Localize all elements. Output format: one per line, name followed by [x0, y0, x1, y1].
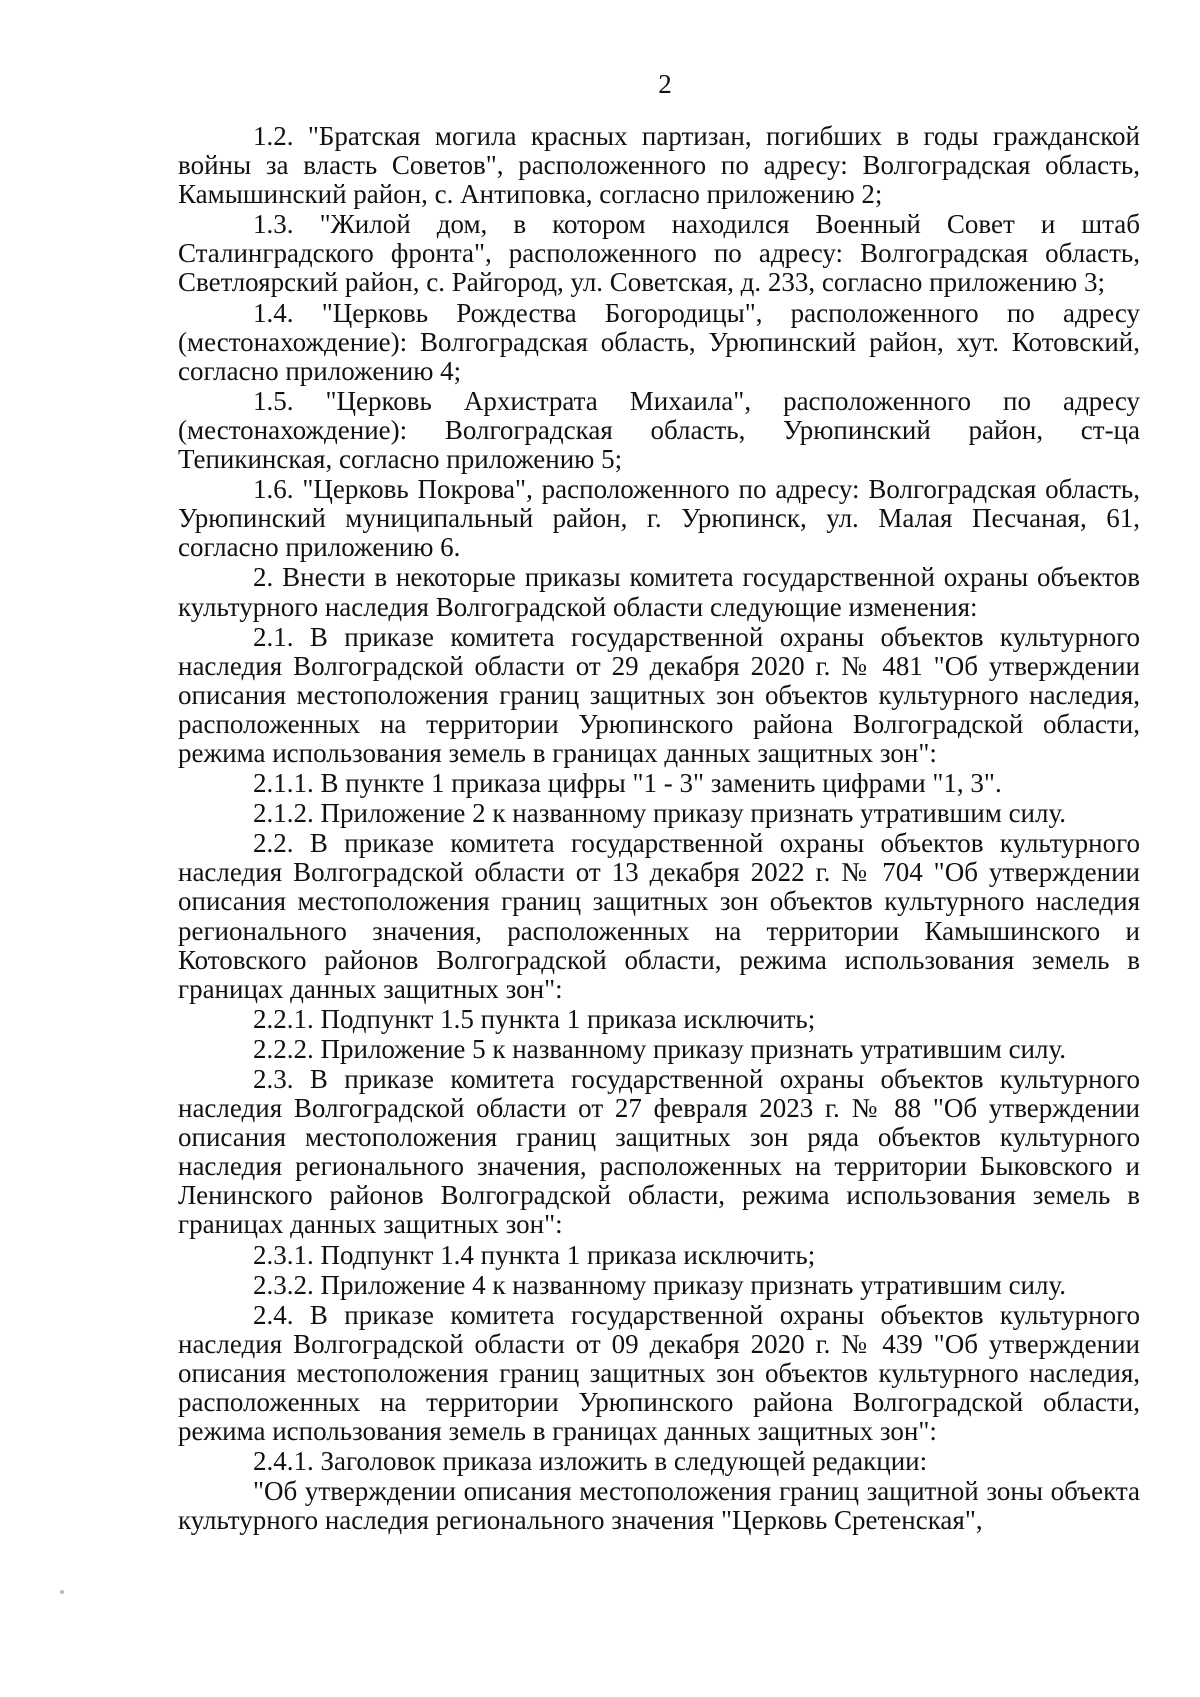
paragraph-2-1: 2.1. В приказе комитета государственной охраны объектов культурного наследия Волгоградской области от 29 декабря 2020 г. № 481 "Об утверждении описания местоположения границ защитных зон объектов культурного наследия, расположенных на территории Урюпинского района Волгоградской области, режима использования земель в границах данных защитных зон":: [178, 621, 1140, 768]
paragraph-2-1-2: 2.1.2. Приложение 2 к названному приказу признать утратившим силу.: [253, 798, 1067, 829]
paragraph-2-1-1: 2.1.1. В пункте 1 приказа цифры "1 - 3" заменить цифрами "1, 3".: [253, 768, 1002, 799]
paragraph-1-5: 1.5. "Церковь Архистрата Михаила", расположенного по адресу (местонахождение): Волгоградская область, Урюпинский район, ст-ца Тепикинская, согласно приложению 5;: [178, 385, 1140, 475]
paragraph-quote: "Об утверждении описания местоположения границ защитной зоны объекта культурного наследия регионального значения "Церковь Сретенская",: [178, 1476, 1140, 1536]
paragraph-2-2-2: 2.2.2. Приложение 5 к названному приказу признать утратившим силу.: [253, 1033, 1067, 1064]
page-number: 2: [658, 69, 672, 99]
paragraph-2-4-1: 2.4.1. Заголовок приказа изложить в следующей редакции:: [253, 1446, 928, 1477]
paragraph-2-2-1: 2.2.1. Подпункт 1.5 пункта 1 приказа исключить;: [253, 1003, 816, 1034]
scan-speck: [60, 1590, 64, 1594]
paragraph-1-6: 1.6. "Церковь Покрова", расположенного по адресу: Волгоградская область, Урюпинский муниципальный район, г. Урюпинск, ул. Малая Песчаная, 61, согласно приложению 6.: [178, 474, 1140, 563]
paragraph-2-3: 2.3. В приказе комитета государственной охраны объектов культурного наследия Волгоградской области от 27 февраля 2023 г. № 88 "Об утверждении описания местоположения границ защитных зон ряда объектов культурного наследия регионального значения, расположенных на территории Быковского и Ленинского районов Волгоградской области, режима использования земель в границах данных защитных зон":: [178, 1064, 1140, 1240]
document-body: [178, 122, 1140, 1537]
paragraph-1-2: 1.2. "Братская могила красных партизан, погибших в годы гражданской войны за власть Советов", расположенного по адресу: Волгоградская область, Камышинский район, с. Антиповка, согласно приложению 2;: [178, 121, 1140, 210]
paragraph-2-4: 2.4. В приказе комитета государственной охраны объектов культурного наследия Волгоградской области от 09 декабря 2020 г. № 439 "Об утверждении описания местоположения границ защитных зон объектов культурного наследия, расположенных на территории Урюпинского района Волгоградской области, режима использования земель в границах данных защитных зон":: [178, 1299, 1140, 1447]
paragraph-2-2: 2.2. В приказе комитета государственной охраны объектов культурного наследия Волгоградской области от 13 декабря 2022 г. № 704 "Об утверждении описания местоположения границ защитных зон объектов культурного наследия регионального значения, расположенных на территории Камышинского и Котовского районов Волгоградской области, режима использования земель в границах данных защитных зон":: [178, 828, 1140, 1004]
paragraph-2-3-2: 2.3.2. Приложение 4 к названному приказу признать утратившим силу.: [253, 1269, 1067, 1300]
paragraph-1-4: 1.4. "Церковь Рождества Богородицы", расположенного по адресу (местонахождение): Волгоградская область, Урюпинский район, хут. Котовский, согласно приложению 4;: [178, 297, 1140, 386]
paragraph-2-3-1: 2.3.1. Подпункт 1.4 пункта 1 приказа исключить;: [253, 1239, 816, 1270]
paragraph-2: 2. Внести в некоторые приказы комитета государственной охраны объектов культурного наследия Волгоградской области следующие изменения:: [178, 562, 1140, 622]
paragraph-1-3: 1.3. "Жилой дом, в котором находился Военный Совет и штаб Сталинградского фронта", расположенного по адресу: Волгоградская область, Светлоярский район, с. Райгород, ул. Советская, д. 233, согласно приложению 3;: [178, 209, 1140, 298]
